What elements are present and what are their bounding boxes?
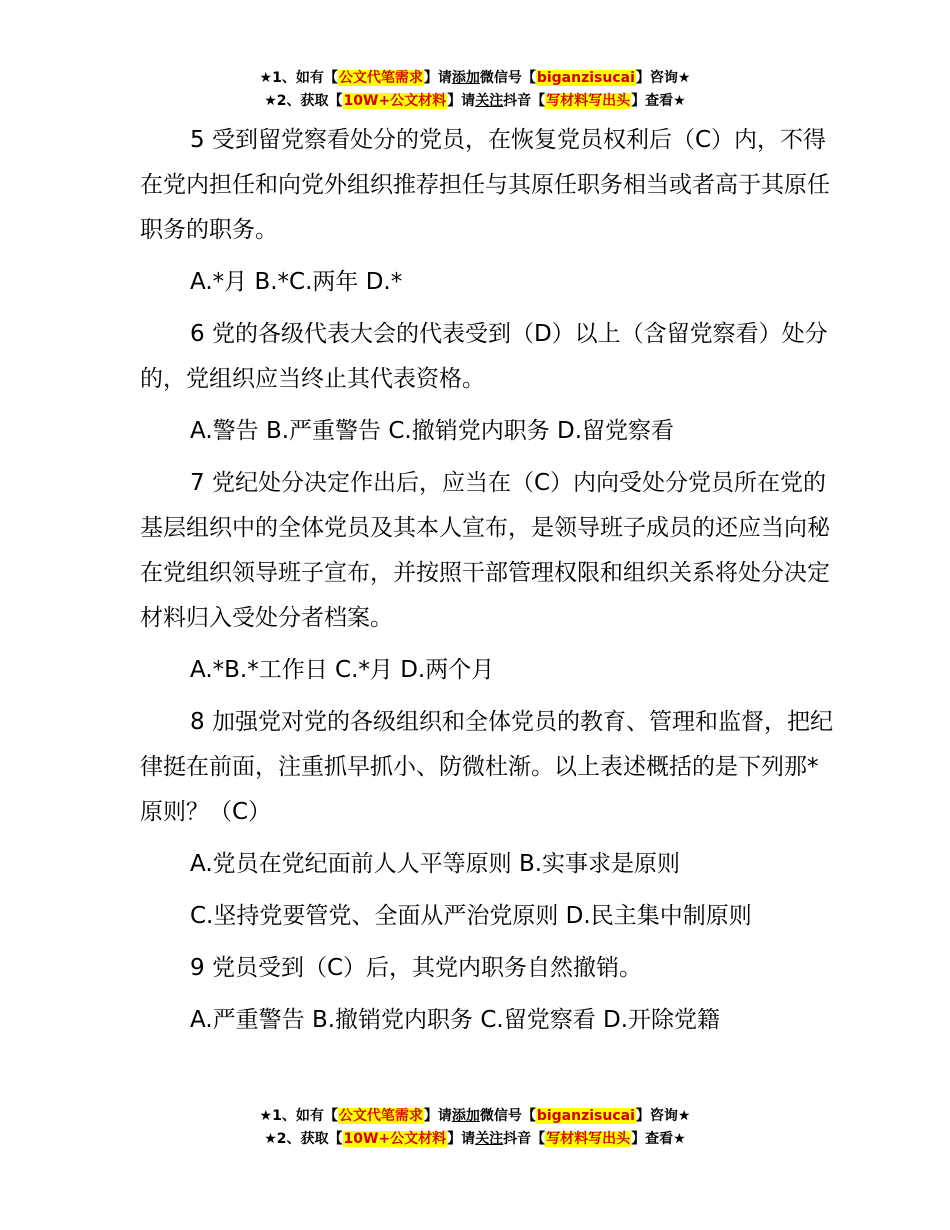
question-options: A.警告 B.严重警告 C.撤销党内职务 D.留党察看 bbox=[190, 418, 675, 444]
banner-text: 】咨询★ bbox=[635, 70, 691, 86]
banner-line-1 bbox=[0, 1105, 950, 1128]
banner-text: ★1、如有【 bbox=[259, 70, 338, 86]
question-options: C.坚持党要管党、全面从严治党原则 D.民主集中制原则 bbox=[190, 903, 752, 929]
banner-text: 抖音【 bbox=[503, 1131, 546, 1147]
banner-highlight: 公文代笔需求 bbox=[338, 70, 423, 86]
question-stem: 6 党的各级代表大会的代表受到（D）以上（含留党察看）处分的，党组织应当终止其代表资格。 bbox=[140, 321, 828, 392]
banner-text: 】查看★ bbox=[631, 1131, 686, 1147]
question-options: A.*B.*工作日 C.*月 D.两个月 bbox=[190, 657, 495, 683]
header-promo-banner bbox=[0, 67, 950, 113]
banner-text: 】咨询★ bbox=[635, 1108, 691, 1124]
banner-highlight: biganzisucai bbox=[536, 1108, 635, 1124]
question-options: A.*月 B.*C.两年 D.* bbox=[190, 269, 403, 295]
banner-line-2 bbox=[0, 1128, 950, 1151]
banner-text: ★2、获取【 bbox=[264, 1131, 343, 1147]
banner-text: 抖音【 bbox=[503, 93, 546, 109]
banner-highlight: 写材料写出头 bbox=[546, 1131, 631, 1147]
banner-underlined-text: 关注 bbox=[475, 1131, 504, 1147]
banner-text: 】请 bbox=[447, 1131, 476, 1147]
banner-underlined-text: 添加 bbox=[451, 70, 480, 86]
banner-text: 】查看★ bbox=[631, 93, 686, 109]
question-stem: 5 受到留党察看处分的党员，在恢复党员权利后（C）内，不得在党内担任和向党外组织推荐担任与其原任职务相当或者高于其原任职务的职务。 bbox=[140, 127, 830, 243]
question-options: A.严重警告 B.撤销党内职务 C.留党察看 D.开除党籍 bbox=[190, 1007, 721, 1033]
banner-text: ★2、获取【 bbox=[264, 93, 343, 109]
banner-highlight: 10W+公文材料 bbox=[343, 1131, 447, 1147]
banner-text: 微信号【 bbox=[479, 1108, 536, 1124]
banner-highlight: 写材料写出头 bbox=[546, 93, 631, 109]
question-stem: 8 加强党对党的各级组织和全体党员的教育、管理和监督，把纪律挺在前面，注重抓早抓小、防微杜渐。以上表述概括的是下列那*原则？（C） bbox=[140, 709, 833, 825]
banner-text: 微信号【 bbox=[479, 70, 536, 86]
banner-text: ★1、如有【 bbox=[259, 1108, 338, 1124]
question-options: A.党员在党纪面前人人平等原则 B.实事求是原则 bbox=[190, 851, 681, 877]
banner-underlined-text: 添加 bbox=[451, 1108, 480, 1124]
banner-line-2 bbox=[0, 90, 950, 113]
banner-underlined-text: 关注 bbox=[475, 93, 504, 109]
banner-text: 】请 bbox=[423, 70, 452, 86]
banner-highlight: 公文代笔需求 bbox=[338, 1108, 423, 1124]
banner-highlight: biganzisucai bbox=[536, 70, 635, 86]
question-stem: 7 党纪处分决定作出后，应当在（C）内向受处分党员所在党的基层组织中的全体党员及其本人宣布，是领导班子成员的还应当向秘在党组织领导班子宣布，并按照干部管理权限和组织关系将处分决定材料归入受处分者档案。 bbox=[140, 470, 830, 631]
question-stem: 9 党员受到（C）后，其党内职务自然撤销。 bbox=[190, 955, 643, 981]
banner-text: 】请 bbox=[423, 1108, 452, 1124]
banner-highlight: 10W+公文材料 bbox=[343, 93, 447, 109]
banner-text: 】请 bbox=[447, 93, 476, 109]
footer-promo-banner bbox=[0, 1105, 950, 1151]
document-body bbox=[140, 118, 840, 1050]
banner-line-1 bbox=[0, 67, 950, 90]
